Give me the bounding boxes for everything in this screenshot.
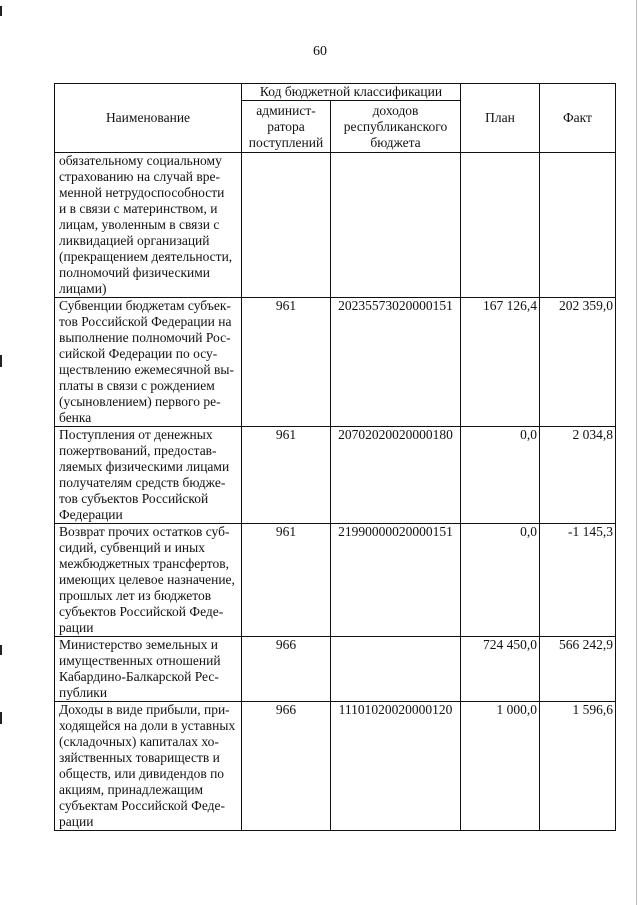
header-code-group: Код бюджетной классификации: [242, 84, 461, 101]
row-name: Министерство земельных и имущественных отношений Кабардино-Балкарской Рес- публики: [55, 637, 242, 702]
row-fact: 1 596,6: [540, 702, 616, 831]
budget-table: [54, 83, 616, 831]
row-fact: 2 034,8: [540, 427, 616, 524]
row-plan: 724 450,0: [461, 637, 540, 702]
row-admin-code: 961: [242, 427, 331, 524]
scan-edge-mark: [0, 355, 2, 367]
row-admin-code: [242, 153, 331, 298]
table-row: [55, 153, 616, 298]
table-row: [55, 524, 616, 637]
row-revenue-code: [331, 637, 461, 702]
header-admin: админист- ратора поступлений: [242, 101, 331, 153]
row-name: обязательному социальному страхованию на случай вре- менной нетрудоспособности и в связи с материнством, и лицам, уволенным в связи с ликвидацией организаций (прекращением деятельности, полномочий физическими лицами): [55, 153, 242, 298]
page-number: 60: [313, 44, 327, 59]
row-fact: 566 242,9: [540, 637, 616, 702]
row-fact: 202 359,0: [540, 298, 616, 427]
row-fact: -1 145,3: [540, 524, 616, 637]
row-admin-code: 966: [242, 702, 331, 831]
row-plan: 167 126,4: [461, 298, 540, 427]
row-admin-code: 961: [242, 524, 331, 637]
scan-edge-mark: [0, 645, 2, 655]
row-fact: [540, 153, 616, 298]
row-plan: 0,0: [461, 427, 540, 524]
header-plan: План: [461, 84, 540, 153]
row-plan: [461, 153, 540, 298]
scan-edge-line: [636, 0, 637, 905]
table-row: [55, 637, 616, 702]
row-name: Субвенции бюджетам субъек- тов Российской Федерации на выполнение полномочий Рос- сийской Федерации по осу- ществлению ежемесячной вы- платы в связи с рождением (усыновлением) первого ре- бенка: [55, 298, 242, 427]
row-name: Поступления от денежных пожертвований, предостав- ляемых физическими лицами получателям средств бюдже- тов субъектов Российской Федерации: [55, 427, 242, 524]
row-revenue-code: [331, 153, 461, 298]
header-fact: Факт: [540, 84, 616, 153]
row-revenue-code: 21990000020000151: [331, 524, 461, 637]
row-name: Доходы в виде прибыли, при- ходящейся на доли в уставных (складочных) капиталах хо- зяйственных товариществ и обществ, или дивидендов по акциям, принадлежащим субъектам Российской Феде- рации: [55, 702, 242, 831]
row-name: Возврат прочих остатков суб- сидий, субвенций и иных межбюджетных трансфертов, имеющих целевое назначение, прошлых лет из бюджетов субъектов Российской Феде- рации: [55, 524, 242, 637]
row-revenue-code: 11101020020000120: [331, 702, 461, 831]
row-revenue-code: 20235573020000151: [331, 298, 461, 427]
row-plan: 1 000,0: [461, 702, 540, 831]
table-row: [55, 427, 616, 524]
row-admin-code: 966: [242, 637, 331, 702]
row-admin-code: 961: [242, 298, 331, 427]
table-row: [55, 298, 616, 427]
header-name: Наименование: [55, 84, 242, 153]
header-revenue: доходов республиканского бюджета: [331, 101, 461, 153]
row-revenue-code: 20702020020000180: [331, 427, 461, 524]
table-row: [55, 702, 616, 831]
row-plan: 0,0: [461, 524, 540, 637]
scan-edge-mark: [0, 712, 2, 724]
scan-edge-mark: [0, 6, 2, 16]
